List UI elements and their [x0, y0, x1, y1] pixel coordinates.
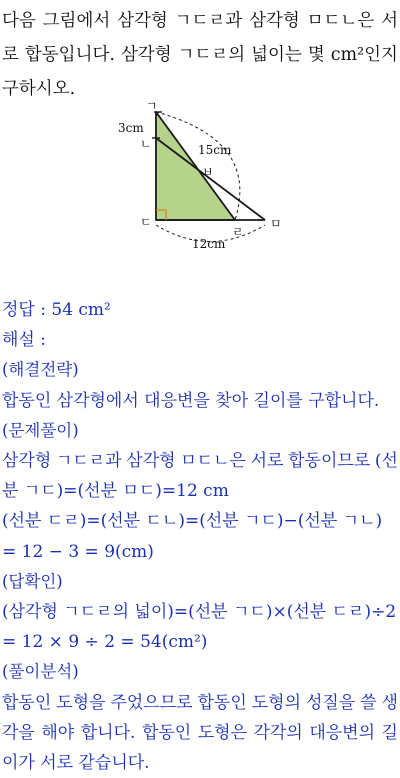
check-line-2: = 12 × 9 ÷ 2 = 54(cm²)	[2, 632, 208, 653]
analysis-line-3: 이가 서로 같습니다.	[2, 753, 150, 774]
word: 합동인	[2, 692, 52, 713]
problem-line-3: (선분 ㄷㄹ)=(선분 ㄷㄴ)=(선분 ㄱㄷ)−(선분 ㄱㄴ)	[2, 511, 383, 532]
question-line-2	[2, 38, 398, 72]
check-heading: (답확인)	[2, 571, 63, 591]
analysis-line-2	[2, 718, 398, 748]
word: 길	[381, 722, 398, 743]
analysis-heading: (풀이분석)	[2, 662, 79, 682]
label-r: ㄹ	[232, 225, 244, 239]
word: 합동입니다.	[24, 45, 115, 65]
strategy-heading: (해결전략)	[2, 360, 79, 380]
label-12cm: 12cm	[192, 237, 226, 251]
label-15cm: 15cm	[198, 143, 232, 157]
word: 쓸	[360, 692, 377, 713]
label-n: ㄴ	[140, 137, 152, 151]
word: ㄱㄷㄹ과	[55, 451, 122, 472]
word: 각을	[2, 722, 35, 743]
word: cm²인지	[330, 45, 398, 65]
label-g: ㄱ	[146, 100, 158, 113]
check-line-1: (삼각형 ㄱㄷㄹ의 넓이)=(선분 ㄱㄷ)×(선분 ㄷㄹ)÷2	[2, 602, 397, 623]
word: 합동인	[197, 692, 247, 713]
triangle-figure	[110, 100, 300, 256]
word: 합동이므로	[288, 451, 371, 472]
word: ㅁㄷㄴ은	[306, 11, 375, 31]
answer-line: 정답 : 54 cm²	[2, 300, 111, 320]
word: (선	[374, 451, 398, 472]
word: 도형의	[251, 692, 301, 713]
label-3cm: 3cm	[118, 121, 144, 135]
explain-label: 해설 :	[2, 330, 46, 351]
word: 그림에서	[42, 11, 111, 31]
analysis-line-1	[2, 688, 398, 718]
problem-line-2: 분 ㄱㄷ)=(선분 ㅁㄷ)=12 cm	[2, 481, 229, 502]
label-b: ㅂ	[202, 165, 214, 179]
problem-line-4: = 12 − 3 = 9(cm)	[2, 541, 154, 562]
word: 각각의	[253, 722, 303, 743]
word: 합동인	[141, 722, 192, 743]
question-line-3: 구하시오.	[2, 79, 76, 99]
word: 몇	[307, 45, 325, 65]
triangle-gdr	[156, 112, 235, 220]
word: ㄱㄷㄹ의	[177, 45, 246, 65]
word: 로	[2, 45, 19, 65]
word: 삼각형	[2, 451, 52, 472]
word: 서	[381, 11, 398, 31]
word: 도형은	[197, 722, 248, 743]
label-d: ㄷ	[140, 215, 152, 229]
strategy-text: 합동인 삼각형에서 대응변을 찾아 길이를 구합니다.	[2, 390, 380, 411]
label-m: ㅁ	[270, 217, 282, 231]
word: 성질을	[305, 692, 356, 713]
word: 생	[381, 692, 398, 713]
word: 주었으므로	[110, 692, 193, 713]
word: 삼각형	[249, 11, 300, 31]
word: 합니다.	[80, 722, 136, 743]
problem-line-1	[2, 446, 398, 476]
word: 도형을	[56, 692, 106, 713]
word: 서로	[250, 451, 284, 472]
word: 삼각형	[126, 451, 176, 472]
question-text	[2, 4, 398, 106]
word: 삼각형	[117, 11, 168, 31]
question-line-1	[2, 4, 398, 38]
word: ㄱㄷㄹ과	[174, 11, 243, 31]
word: 다음	[2, 11, 36, 31]
word: 대응변의	[309, 722, 376, 743]
word: 해야	[41, 722, 75, 743]
word: 삼각형	[120, 45, 172, 65]
word: ㅁㄷㄴ은	[180, 451, 246, 472]
word: 넓이는	[251, 45, 302, 65]
problem-heading: (문제풀이)	[2, 420, 79, 440]
solution-section	[2, 295, 398, 778]
